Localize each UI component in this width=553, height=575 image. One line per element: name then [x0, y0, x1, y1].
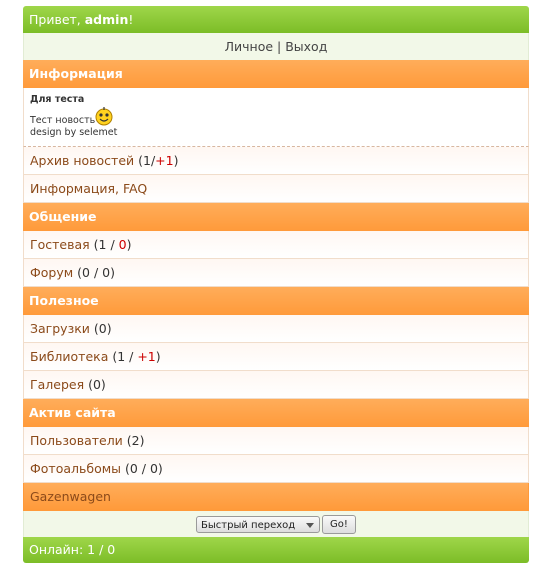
- news-item: [23, 88, 529, 147]
- count-text: (0): [84, 377, 106, 392]
- personal-link[interactable]: Личное: [224, 39, 274, 54]
- count-text: (2): [122, 433, 145, 448]
- logout-link[interactable]: Выход: [285, 39, 328, 54]
- count-text: (1/: [134, 153, 156, 168]
- greeting-exclaim: !: [128, 12, 134, 27]
- guestbook-link[interactable]: Гостевая: [30, 237, 90, 252]
- count-text: (0 / 0): [121, 461, 163, 476]
- gallery-link[interactable]: Галерея: [30, 377, 85, 392]
- username: admin: [84, 12, 129, 27]
- section-header-useful: Полезное: [23, 287, 529, 315]
- news-title: Для теста: [30, 94, 85, 105]
- row-downloads[interactable]: [23, 315, 529, 343]
- count-text: ): [155, 349, 161, 364]
- new-count: 0: [118, 237, 127, 252]
- count-text: (0 / 0): [73, 265, 115, 280]
- nav-separator: |: [273, 39, 286, 54]
- albums-link[interactable]: Фотоальбомы: [30, 461, 122, 476]
- row-guestbook[interactable]: [23, 231, 529, 259]
- row-news-archive[interactable]: [23, 147, 529, 175]
- count-text: ): [126, 237, 132, 252]
- count-text: (1 /: [89, 237, 119, 252]
- library-link[interactable]: Библиотека: [30, 349, 109, 364]
- faq-link[interactable]: Информация, FAQ: [30, 181, 148, 196]
- chevron-down-icon: [306, 523, 314, 528]
- quick-jump-bar: [23, 511, 529, 537]
- section-header-info: Информация: [23, 60, 529, 88]
- news-credit: design by selemet: [30, 127, 118, 138]
- row-albums[interactable]: [23, 455, 529, 483]
- users-link[interactable]: Пользователи: [30, 433, 123, 448]
- go-button[interactable]: Go!: [322, 515, 356, 534]
- row-gallery[interactable]: [23, 371, 529, 399]
- row-last-user[interactable]: [23, 483, 529, 511]
- new-count: +1: [137, 349, 156, 364]
- count-text: (0): [89, 321, 112, 336]
- section-header-activity: Актив сайта: [23, 399, 529, 427]
- top-nav: [23, 33, 529, 60]
- count-text: (1 /: [108, 349, 138, 364]
- greeting-bar: [23, 6, 529, 33]
- news-text: Тест новость: [30, 115, 96, 126]
- greeting-text: Привет,: [29, 12, 85, 27]
- online-footer: Онлайн: 1 / 0: [23, 537, 529, 563]
- row-forum[interactable]: [23, 259, 529, 287]
- last-user-link[interactable]: Gazenwagen: [30, 489, 111, 504]
- row-faq[interactable]: [23, 175, 529, 203]
- new-count: +1: [155, 153, 174, 168]
- count-text: ): [173, 153, 179, 168]
- quick-jump-select[interactable]: [196, 516, 320, 533]
- quick-jump-selected: Быстрый переход: [201, 520, 296, 531]
- row-library[interactable]: [23, 343, 529, 371]
- section-header-communication: Общение: [23, 203, 529, 231]
- smiley-icon: [94, 106, 114, 126]
- news-archive-link[interactable]: Архив новостей: [30, 153, 135, 168]
- downloads-link[interactable]: Загрузки: [30, 321, 90, 336]
- row-users[interactable]: [23, 427, 529, 455]
- forum-link[interactable]: Форум: [30, 265, 74, 280]
- page-wrapper: [23, 6, 529, 563]
